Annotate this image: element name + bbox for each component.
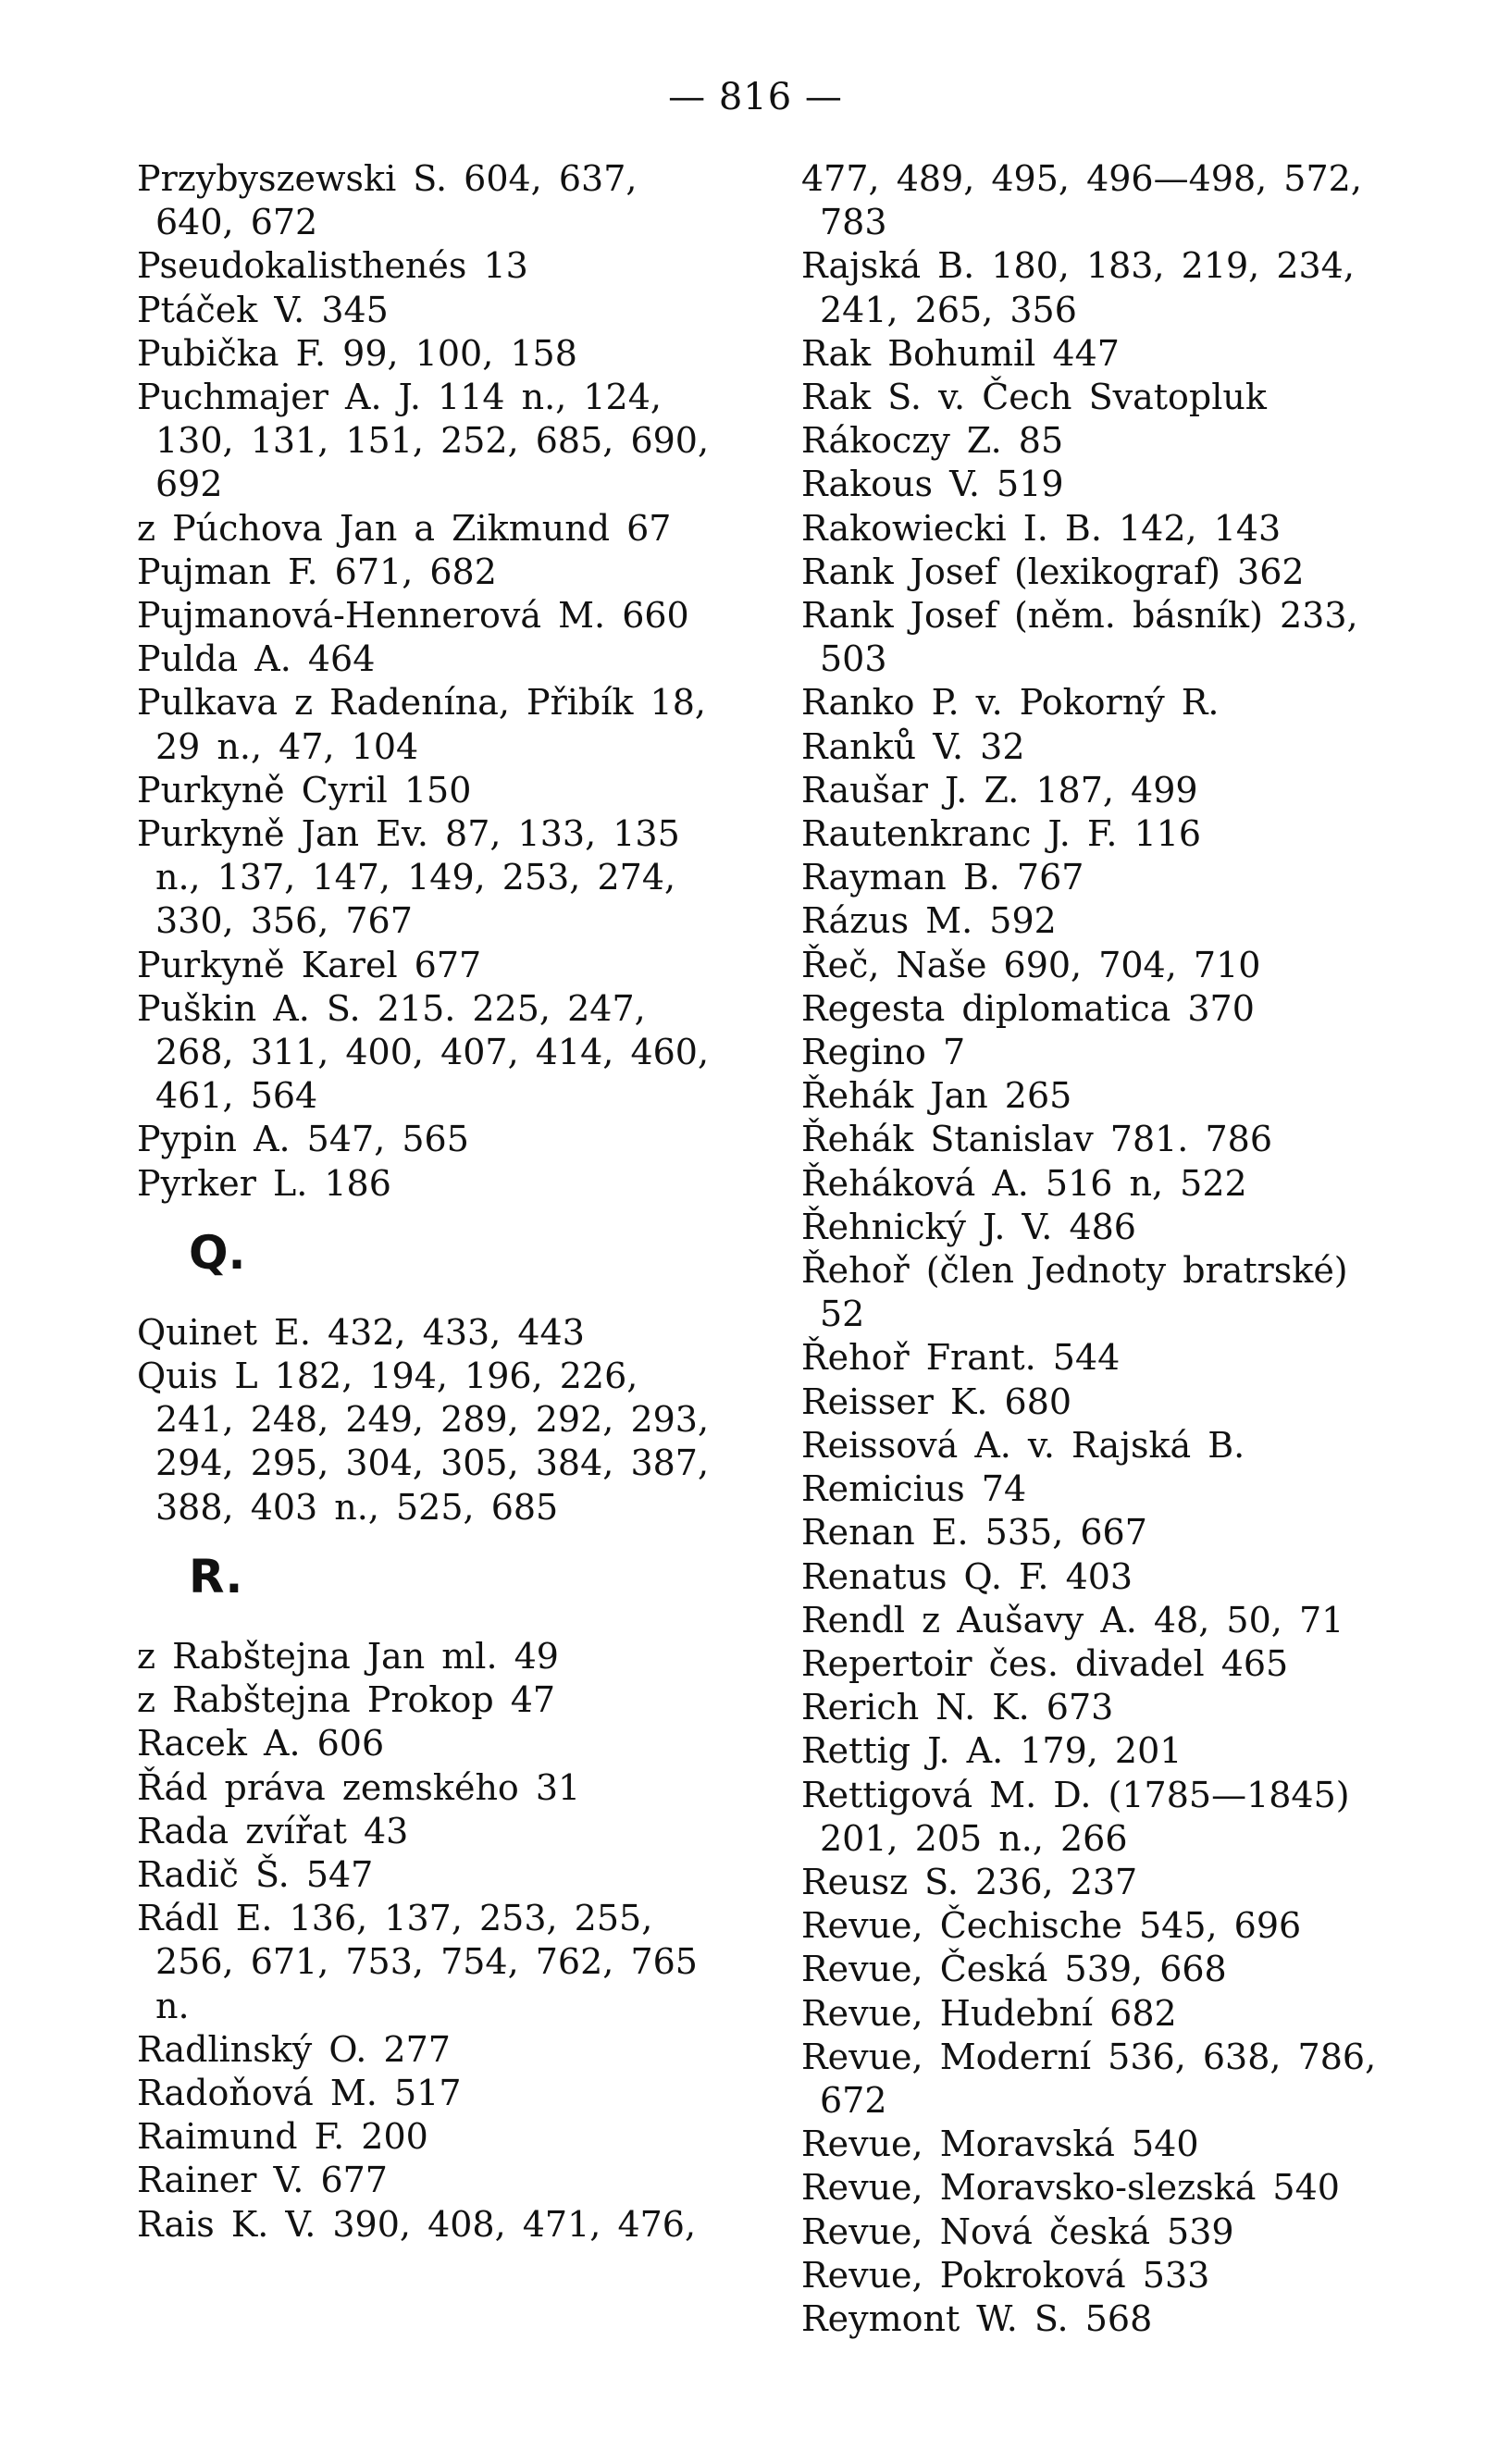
index-entry: Reymont W. S. 568 — [801, 2297, 1153, 2339]
index-entry: Řehák Stanislav 781. 786 — [801, 1119, 1272, 1160]
index-entry: Reisser K. 680 — [801, 1381, 1072, 1422]
index-entry: Raimund F. 200 — [137, 2116, 428, 2158]
index-entry: Řehák Jan 265 — [801, 1075, 1072, 1117]
index-entry: Radoňová M. 517 — [137, 2072, 462, 2113]
index-entry: Repertoir čes. divadel 465 — [801, 1642, 1289, 1684]
index-entry: Revue, Hudební 682 — [801, 1992, 1177, 2034]
section-letter-heading: Q. — [189, 1225, 246, 1280]
index-entry: Řeč, Naše 690, 704, 710 — [801, 944, 1261, 985]
index-entry: Rákoczy Z. 85 — [801, 420, 1064, 462]
index-entry: Rakous V. 519 — [801, 464, 1064, 505]
index-entry: Rank Josef (něm. básník) 233, 503 — [801, 595, 1358, 680]
index-entry: Řehoř (člen Jednoty bratrské) 52 — [801, 1250, 1348, 1335]
index-entry: Rais K. V. 390, 408, 471, 476, — [137, 2203, 697, 2245]
index-entry: Purkyně Jan Ev. 87, 133, 135 n., 137, 147, 149, 253, 274, 330, 356, 767 — [137, 813, 680, 942]
index-entry: Radlinský O. 277 — [137, 2028, 451, 2070]
index-entry: Rajská B. 180, 183, 219, 234, 241, 265, 356 — [801, 245, 1355, 330]
index-entry: Pujmanová-Hennerová M. 660 — [137, 595, 689, 637]
page-number: — 816 — — [668, 76, 843, 118]
index-entry: Renan E. 535, 667 — [801, 1512, 1147, 1554]
index-entry: Rádl E. 136, 137, 253, 255, 256, 671, 753, 754, 762, 765 n. — [137, 1898, 698, 2026]
index-entry: Rendl z Aušavy A. 48, 50, 71 — [801, 1599, 1344, 1641]
index-entry: Revue, Moderní 536, 638, 786, 672 — [801, 2036, 1377, 2121]
index-entry: Pulda A. 464 — [137, 638, 376, 680]
index-entry: 477, 489, 495, 496—498, 572, 783 — [801, 158, 1362, 243]
index-entry: Renatus Q. F. 403 — [801, 1555, 1133, 1597]
index-entry: Quis L 182, 194, 196, 226, 241, 248, 249, 289, 292, 293, 294, 295, 304, 305, 384, 387, 388, 403 n., 525, 685 — [137, 1356, 710, 1528]
index-entry: Rautenkranc J. F. 116 — [801, 813, 1202, 855]
index-entry: Raušar J. Z. 187, 499 — [801, 769, 1198, 811]
index-entry: Rettig J. A. 179, 201 — [801, 1730, 1183, 1772]
index-entry: Revue, Česká 539, 668 — [801, 1949, 1227, 1990]
index-entry: Rak S. v. Čech Svatopluk — [801, 377, 1267, 418]
index-entry: Rakowiecki I. B. 142, 143 — [801, 507, 1282, 549]
index-entry: Revue, Čechische 545, 696 — [801, 1905, 1302, 1947]
index-entry: Przybyszewski S. 604, 637, 640, 672 — [137, 158, 638, 243]
index-entry: Rayman B. 767 — [801, 857, 1084, 898]
index-entry: Rettigová M. D. (1785—1845) 201, 205 n., 266 — [801, 1774, 1350, 1859]
index-entry: Puškin A. S. 215. 225, 247, 268, 311, 400, 407, 414, 460, 461, 564 — [137, 987, 710, 1117]
index-entry: Purkyně Cyril 150 — [137, 769, 472, 811]
index-entry: z Púchova Jan a Zikmund 67 — [137, 507, 672, 549]
index-entry: z Rabštejna Jan ml. 49 — [137, 1635, 559, 1677]
section-letter-heading: R. — [189, 1549, 243, 1603]
index-entry: Revue, Nová česká 539 — [801, 2210, 1234, 2252]
index-entry: Řehoř Frant. 544 — [801, 1337, 1121, 1379]
index-entry: Purkyně Karel 677 — [137, 944, 482, 985]
index-entry: Pubička F. 99, 100, 158 — [137, 332, 577, 374]
index-entry: Regino 7 — [801, 1032, 966, 1073]
index-entry: Racek A. 606 — [137, 1723, 385, 1764]
index-entry: Reusz S. 236, 237 — [801, 1861, 1138, 1902]
index-entry: Revue, Pokroková 533 — [801, 2254, 1210, 2296]
index-entry: Rak Bohumil 447 — [801, 332, 1120, 374]
index-entry: Ptáček V. 345 — [137, 289, 389, 330]
index-entry: Pypin A. 547, 565 — [137, 1119, 469, 1160]
index-entry: Quinet E. 432, 433, 443 — [137, 1311, 585, 1353]
index-entry: Rank Josef (lexikograf) 362 — [801, 551, 1305, 592]
index-entry: Revue, Moravsko-slezská 540 — [801, 2167, 1340, 2209]
index-entry: Rerich N. K. 673 — [801, 1687, 1114, 1728]
index-entry: Řeháková A. 516 n, 522 — [801, 1162, 1247, 1204]
index-entry: Ranko P. v. Pokorný R. — [801, 682, 1220, 724]
index-entry: Rázus M. 592 — [801, 900, 1057, 942]
index-entry: Reissová A. v. Rajská B. — [801, 1424, 1245, 1466]
index-entry: Regesta diplomatica 370 — [801, 987, 1255, 1029]
index-entry: Rada zvířat 43 — [137, 1810, 409, 1851]
index-entry: Řád práva zemského 31 — [137, 1766, 581, 1808]
index-entry: Řehnický J. V. 486 — [801, 1206, 1136, 1247]
index-column-left — [137, 157, 729, 2247]
index-entry: Puchmajer A. J. 114 n., 124, 130, 131, 151, 252, 685, 690, 692 — [137, 377, 710, 505]
index-entry: Remicius 74 — [801, 1468, 1027, 1510]
index-entry: Pyrker L. 186 — [137, 1162, 391, 1204]
index-entry: Revue, Moravská 540 — [801, 2123, 1199, 2165]
index-entry: Pujman F. 671, 682 — [137, 551, 497, 592]
index-entry: Pseudokalisthenés 13 — [137, 245, 528, 287]
index-entry: Radič Š. 547 — [137, 1853, 374, 1895]
index-column-right — [801, 157, 1393, 2341]
index-entry: Ranků V. 32 — [801, 725, 1025, 767]
index-entry: z Rabštejna Prokop 47 — [137, 1679, 556, 1721]
index-entry: Rainer V. 677 — [137, 2160, 388, 2201]
index-entry: Pulkava z Radenína, Přibík 18, 29 n., 47, 104 — [137, 682, 706, 767]
